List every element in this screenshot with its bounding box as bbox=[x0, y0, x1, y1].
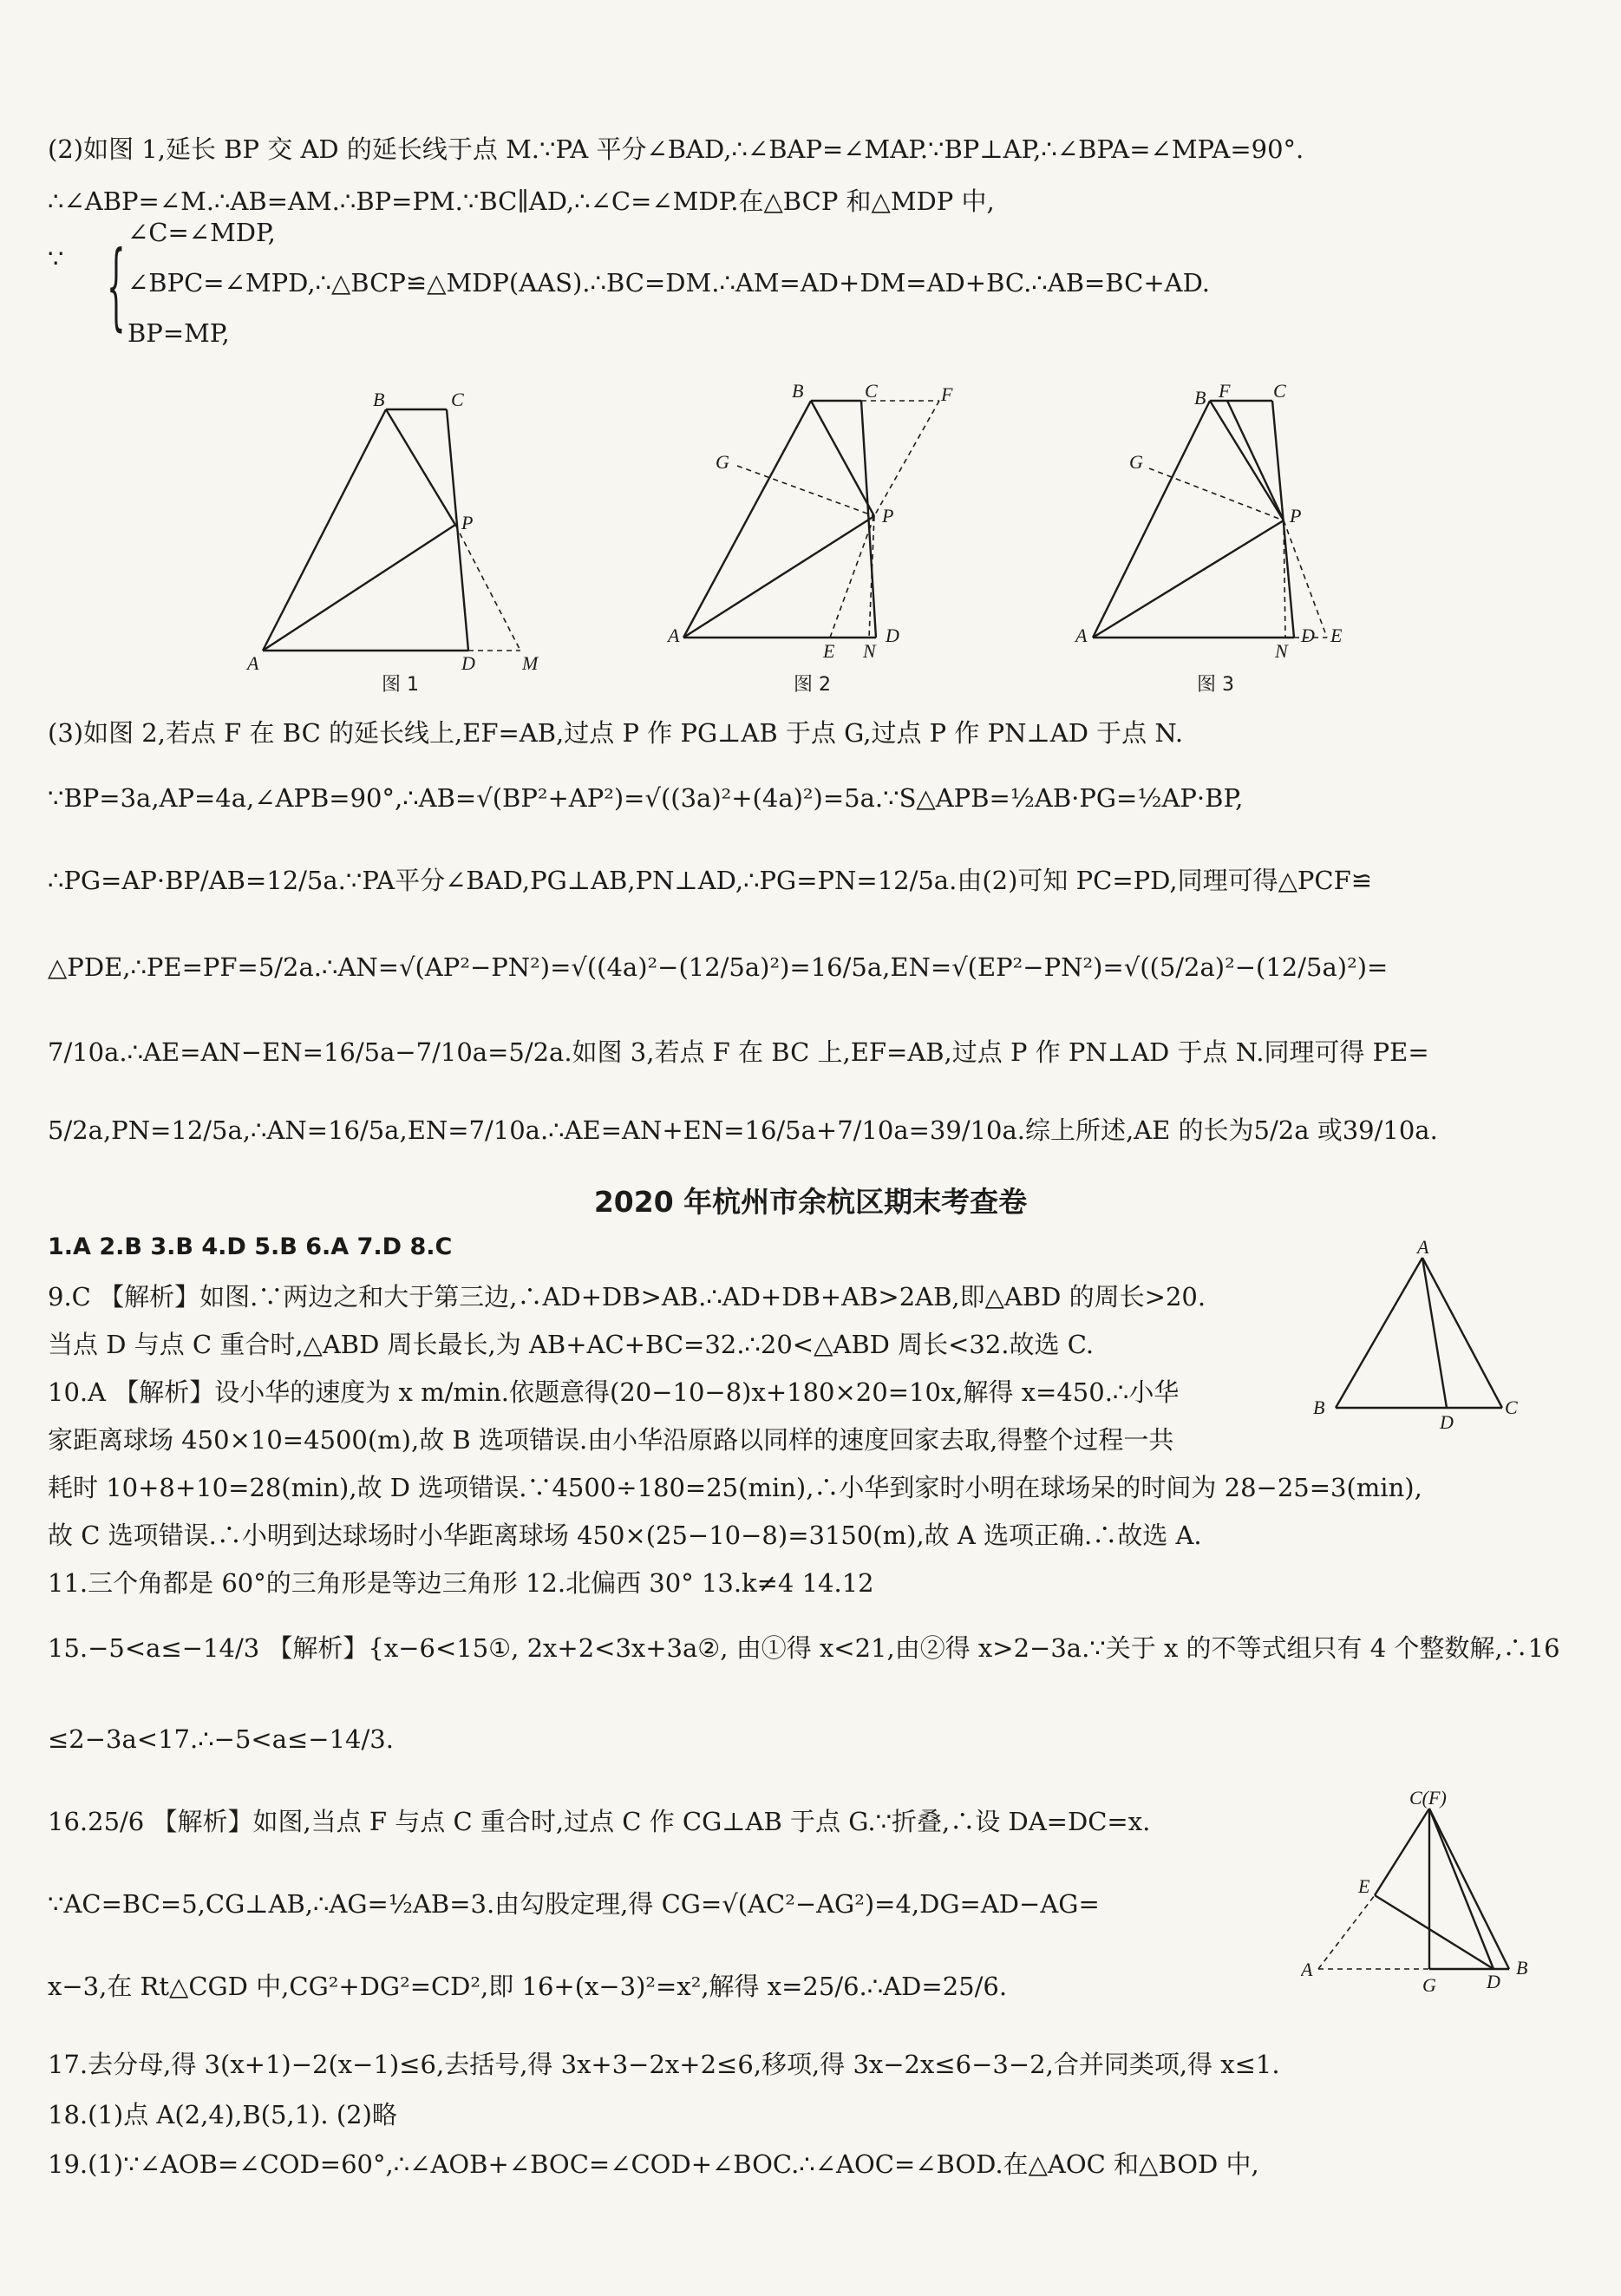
label-D: D bbox=[1487, 1971, 1500, 1992]
answer-9-line1: 9.C 【解析】如图.∵两边之和大于第三边,∴AD+DB>AB.∴AD+DB+AB>2AB,即△ABD 的周长>20. bbox=[48, 1282, 1206, 1312]
part3-line4: △PDE,∴PE=PF=5/2a.∴AN=√(AP²−PN²)=√((4a)²−(12/5a)²)=16/5a,EN=√(EP²−PN²)=√((5/2a)²−(12/5a)²)= bbox=[48, 952, 1389, 982]
label-A: A bbox=[1301, 1959, 1313, 1980]
label-N: N bbox=[863, 640, 876, 662]
part2-line1: (2)如图 1,延长 BP 交 AD 的延长线于点 M.∵PA 平分∠BAD,∴∠BAP=∠MAP.∵BP⊥AP,∴∠BPA=∠MPA=90°. bbox=[48, 134, 1304, 164]
figure-1 bbox=[243, 390, 572, 685]
answer-10-line2: 家距离球场 450×10=4500(m),故 B 选项错误.由小华沿原路以同样的速度回家去取,得整个过程一共 bbox=[48, 1425, 1174, 1455]
label-E: E bbox=[823, 640, 835, 662]
figure-q9-triangle bbox=[1301, 1236, 1526, 1440]
label-D: D bbox=[1440, 1411, 1454, 1433]
label-E: E bbox=[1358, 1875, 1370, 1897]
brace-glyph: { bbox=[107, 232, 126, 343]
part3-line1: (3)如图 2,若点 F 在 BC 的延长线上,EF=AB,过点 P 作 PG⊥AB 于点 G,过点 P 作 PN⊥AD 于点 N. bbox=[48, 718, 1184, 748]
label-C: C bbox=[451, 390, 464, 410]
label-A: A bbox=[1075, 625, 1088, 646]
part3-line2: ∵BP=3a,AP=4a,∠APB=90°,∴AB=√(BP²+AP²)=√((3a)²+(4a)²)=5a.∵S△APB=½AB·PG=½AP·BP, bbox=[48, 783, 1244, 813]
figure-3 bbox=[1067, 382, 1396, 668]
label-C: C bbox=[1505, 1397, 1518, 1418]
label-N: N bbox=[1275, 640, 1288, 662]
answer-17: 17.去分母,得 3(x+1)−2(x−1)≤6,去括号,得 3x+3−2x+2≤6,移项,得 3x−2x≤6−3−2,合并同类项,得 x≤1. bbox=[48, 2050, 1280, 2079]
answers-1-8: 1.A 2.B 3.B 4.D 5.B 6.A 7.D 8.C bbox=[48, 1233, 453, 1260]
label-P: P bbox=[461, 512, 474, 533]
part3-line3: ∴PG=AP·BP/AB=12/5a.∵PA平分∠BAD,PG⊥AB,PN⊥AD,∴PG=PN=12/5a.由(2)可知 PC=PD,同理可得△PCF≌ bbox=[48, 866, 1372, 895]
label-B: B bbox=[1313, 1397, 1325, 1418]
label-G: G bbox=[1129, 451, 1143, 473]
answer-10-line4: 故 C 选项错误.∴小明到达球场时小华距离球场 450×(25−10−8)=3150(m),故 A 选项正确.∴故选 A. bbox=[48, 1521, 1202, 1550]
answer-9-line2: 当点 D 与点 C 重合时,△ABD 周长最长,为 AB+AC+BC=32.∴20<△ABD 周长<32.故选 C. bbox=[48, 1330, 1095, 1359]
answer-16-line3: x−3,在 Rt△CGD 中,CG²+DG²=CD²,即 16+(x−3)²=x²,解得 x=25/6.∴AD=25/6. bbox=[48, 1972, 1008, 2001]
answer-15-line2: ≤2−3a<17.∴−5<a≤−14/3. bbox=[48, 1724, 394, 1754]
label-B: B bbox=[1194, 387, 1206, 409]
figure-q16-fold bbox=[1301, 1787, 1561, 1999]
system-line2: ∠BPC=∠MPD,∴△BCP≌△MDP(AAS).∴BC=DM.∴AM=AD+DM=AD+BC.∴AB=BC+AD. bbox=[127, 268, 1211, 298]
label-D: D bbox=[886, 625, 899, 646]
label-P: P bbox=[882, 505, 894, 527]
part3-line5: 7/10a.∴AE=AN−EN=16/5a−7/10a=5/2a.如图 3,若点 F 在 BC 上,EF=AB,过点 P 作 PN⊥AD 于点 N.同理可得 PE= bbox=[48, 1037, 1429, 1067]
label-P: P bbox=[1290, 505, 1302, 527]
section-title: 2020 年杭州市余杭区期末考查卷 bbox=[593, 1185, 1028, 1219]
label-G: G bbox=[1422, 1974, 1436, 1996]
label-B: B bbox=[1516, 1957, 1528, 1979]
label-C: C bbox=[1273, 382, 1286, 402]
part2-line2: ∴∠ABP=∠M.∴AB=AM.∴BP=PM.∵BC∥AD,∴∠C=∠MDP.在△BCP 和△MDP 中, bbox=[48, 186, 995, 216]
figure-2 bbox=[663, 382, 984, 668]
label-F: F bbox=[941, 383, 953, 405]
answer-16-line1: 16.25/6 【解析】如图,当点 F 与点 C 重合时,过点 C 作 CG⊥AB 于点 G.∵折叠,∴设 DA=DC=x. bbox=[48, 1807, 1151, 1836]
answer-10-line1: 10.A 【解析】设小华的速度为 x m/min.依题意得(20−10−8)x+180×20=10x,解得 x=450.∴小华 bbox=[48, 1377, 1180, 1407]
answer-10-line3: 耗时 10+8+10=28(min),故 D 选项错误.∵4500÷180=25(min),∴小华到家时小明在球场呆的时间为 28−25=3(min), bbox=[48, 1473, 1422, 1502]
system-line3: BP=MP, bbox=[127, 318, 230, 348]
label-A: A bbox=[247, 652, 259, 674]
label-D: D bbox=[461, 652, 475, 674]
label-A: A bbox=[1417, 1236, 1429, 1258]
label-E: E bbox=[1330, 625, 1343, 646]
label-D: D bbox=[1301, 625, 1315, 646]
part3-line6: 5/2a,PN=12/5a,∴AN=16/5a,EN=7/10a.∴AE=AN+EN=16/5a+7/10a=39/10a.综上所述,AE 的长为5/2a 或39/10a. bbox=[48, 1115, 1438, 1145]
label-B: B bbox=[792, 382, 804, 402]
answer-15-line1: 15.−5<a≤−14/3 【解析】{x−6<15①, 2x+2<3x+3a②, 由①得 x<21,由②得 x>2−3a.∵关于 x 的不等式组只有 4 个整数解,∴16 bbox=[48, 1633, 1560, 1663]
answer-16-line2: ∵AC=BC=5,CG⊥AB,∴AG=½AB=3.由勾股定理,得 CG=√(AC²−AG²)=4,DG=AD−AG= bbox=[48, 1889, 1100, 1919]
figure-3-caption: 图 3 bbox=[1197, 674, 1234, 696]
because-symbol: ∵ bbox=[48, 244, 64, 273]
label-G: G bbox=[716, 451, 729, 473]
label-M: M bbox=[522, 652, 539, 674]
answers-11-14: 11.三个角都是 60°的三角形是等边三角形 12.北偏西 30° 13.k≠4 14.12 bbox=[48, 1568, 874, 1598]
label-F: F bbox=[1219, 382, 1231, 402]
label-CF: C(F) bbox=[1409, 1787, 1447, 1809]
label-C: C bbox=[865, 382, 878, 402]
figure-1-caption: 图 1 bbox=[382, 674, 419, 696]
system-line1: ∠C=∠MDP, bbox=[127, 218, 276, 247]
label-A: A bbox=[668, 625, 680, 646]
figure-2-caption: 图 2 bbox=[794, 674, 831, 696]
answer-19: 19.(1)∵∠AOB=∠COD=60°,∴∠AOB+∠BOC=∠COD+∠BOC.∴∠AOC=∠BOD.在△AOC 和△BOD 中, bbox=[48, 2149, 1259, 2179]
label-B: B bbox=[373, 390, 385, 410]
answer-18: 18.(1)点 A(2,4),B(5,1). (2)略 bbox=[48, 2100, 397, 2129]
